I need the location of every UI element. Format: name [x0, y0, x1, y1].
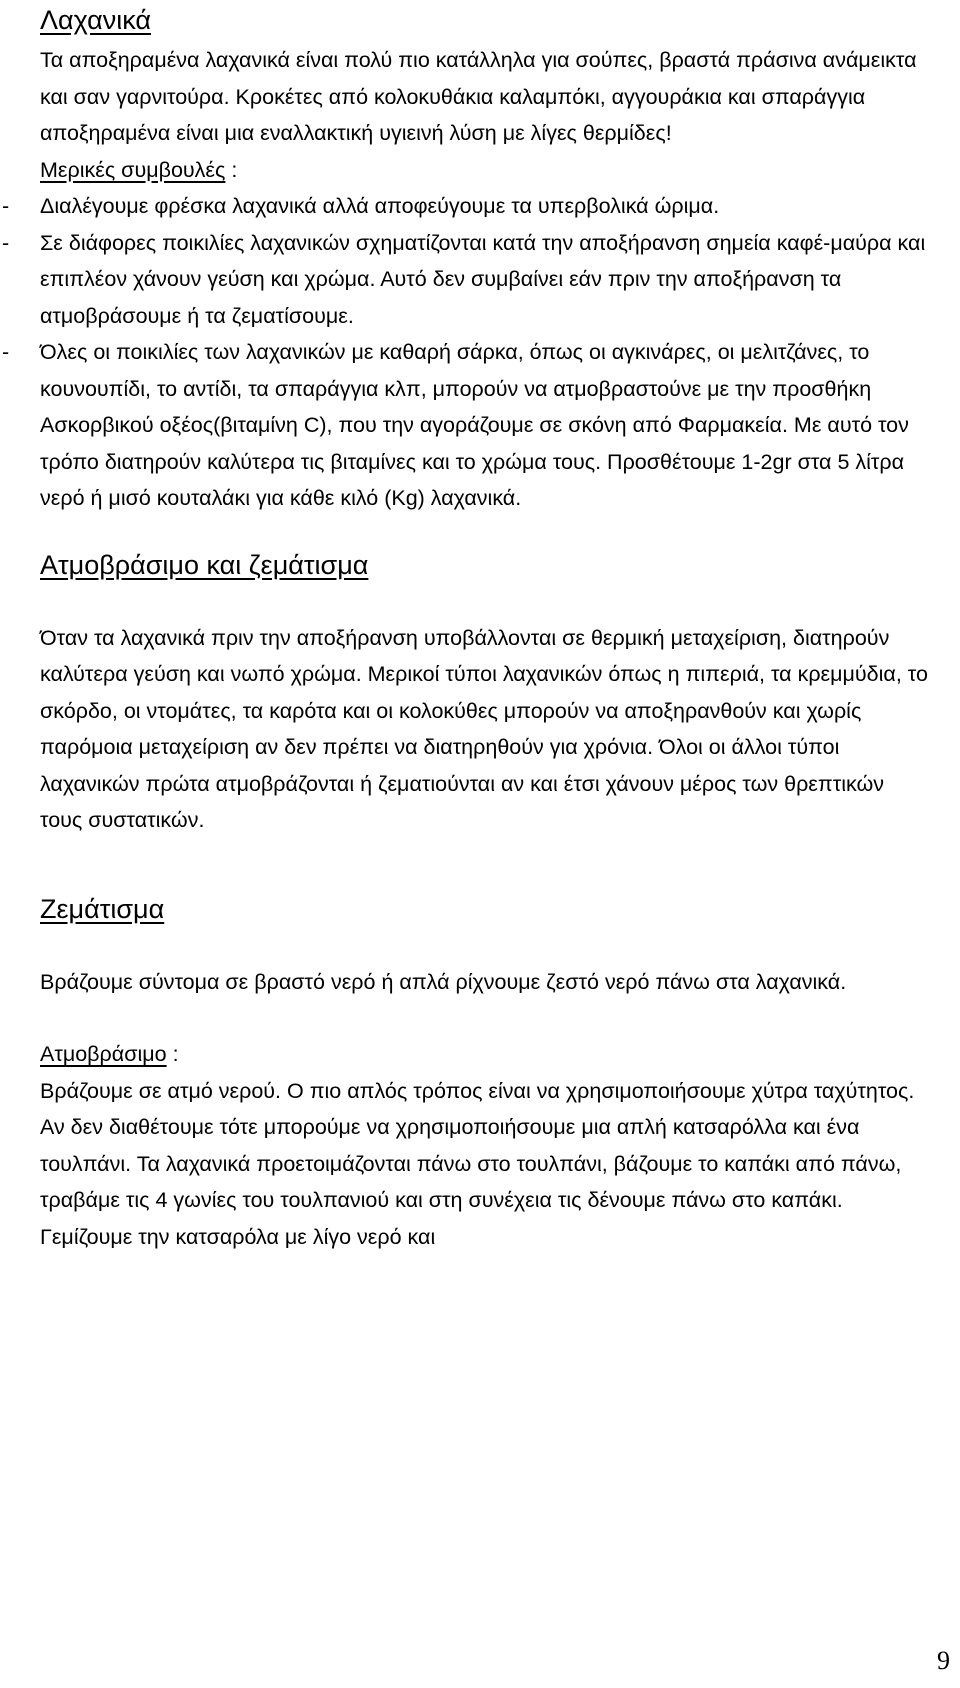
section-title-steaming-blanching: Ατμοβράσιμο και ζεμάτισμα — [40, 549, 369, 580]
bullet-marker: - — [2, 340, 10, 364]
intro-paragraph: Τα αποξηραμένα λαχανικά είναι πολύ πιο κατάλληλα για σούπες, βραστά πράσινα ανάμεικτα και σαν γαρνιτούρα. Κροκέτες από κολοκυθάκια καλαμπόκι, αγγουράκια και σπαράγγια αποξηραμένα είναι μια εναλλακτική υγιεινή λύση με λίγες θερμίδες! — [40, 48, 917, 145]
steaming-colon: : — [166, 1042, 179, 1066]
bullet-marker: - — [2, 230, 10, 255]
bullet-text: Διαλέγουμε φρέσκα λαχανικά αλλά αποφεύγουμε τα υπερβολικά ώριμα. — [40, 194, 720, 218]
page-number: 9 — [937, 1646, 950, 1675]
steaming-label: Ατμοβράσιμο — [40, 1042, 167, 1066]
document-page — [2, 0, 932, 1255]
bullet-item-1 — [2, 188, 932, 225]
section-title-vegetables: Λαχανικά — [40, 5, 151, 35]
blanching-paragraph: Βράζουμε σύντομα σε βραστό νερό ή απλά ρίχνουμε ζεστό νερό πάνω στα λαχανικά. — [40, 969, 847, 994]
bullet-item-3 — [2, 334, 932, 517]
steaming-paragraph: Βράζουμε σε ατμό νερού. Ο πιο απλός τρόπος είναι να χρησιμοποιήσουμε χύτρα ταχύτητος. Αν δεν διαθέτουμε τότε μπορούμε να χρησιμοποιήσουμε μια απλή κατσαρόλλα και ένα τουλπάνι. Τα λαχανικά προετοιμάζονται πάνω στο τουλπάνι, βάζουμε το καπάκι από πάνω, τραβάμε τις 4 γωνίες του τουλπανιού και στη συνέχεια τις δένουμε πάνω στο καπάκι. Γεμίζουμε την κατσαρόλα με λίγο νερό και — [40, 1078, 915, 1249]
tips-label: Μερικές συμβουλές — [40, 157, 226, 182]
steaming-blanching-paragraph: Όταν τα λαχανικά πριν την αποξήρανση υποβάλλονται σε θερμική μεταχείριση, διατηρούν καλύτερα γεύση και νωπό χρώμα. Μερικοί τύποι λαχανικών όπως η πιπεριά, τα κρεμμύδια, το σκόρδο, οι ντομάτες, τα καρότα και οι κολοκύθες μπορούν να αποξηρανθούν και χωρίς παρόμοια μεταχείριση αν δεν πρέπει να διατηρηθούν για χρόνια. Όλοι οι άλλοι τύποι λαχανικών πρώτα ατμοβράζονται ή ζεματιούνται αν και έτσι χάνουν μέρος των θρεπτικών τους συστατικών. — [40, 625, 928, 832]
section-title-blanching: Ζεμάτισμα — [40, 893, 165, 924]
steaming-heading — [40, 1036, 932, 1073]
bullet-text: Όλες οι ποικιλίες των λαχανικών με καθαρή σάρκα, όπως οι αγκινάρες, οι μελιτζάνες, το κουνουπίδι, το αντίδι, τα σπαράγγια κλπ, μπορούν να ατμοβραστούνε με την προσθήκη Ασκορβικού οξέος(βιταμίνη C), που την αγοράζουμε σε σκόνη από Φαρμακεία. Με αυτό τον τρόπο διατηρούν καλύτερα τις βιταμίνες και το χρώμα τους. Προσθέτουμε 1-2gr στα 5 λίτρα νερό ή μισό κουταλάκι για κάθε κιλό (Kg) λαχανικά. — [40, 340, 909, 510]
bullet-marker: - — [2, 194, 10, 218]
tips-colon: : — [225, 157, 238, 182]
bullet-text: Σε διάφορες ποικιλίες λαχανικών σχηματίζονται κατά την αποξήρανση σημεία καφέ-μαύρα και επιπλέον χάνουν γεύση και χρώμα. Αυτό δεν συμβαίνει εάν πριν την αποξήρανση τα ατμοβράσουμε ή τα ζεματίσουμε. — [40, 230, 926, 328]
bullet-item-2 — [2, 225, 932, 335]
tips-heading — [40, 152, 932, 189]
